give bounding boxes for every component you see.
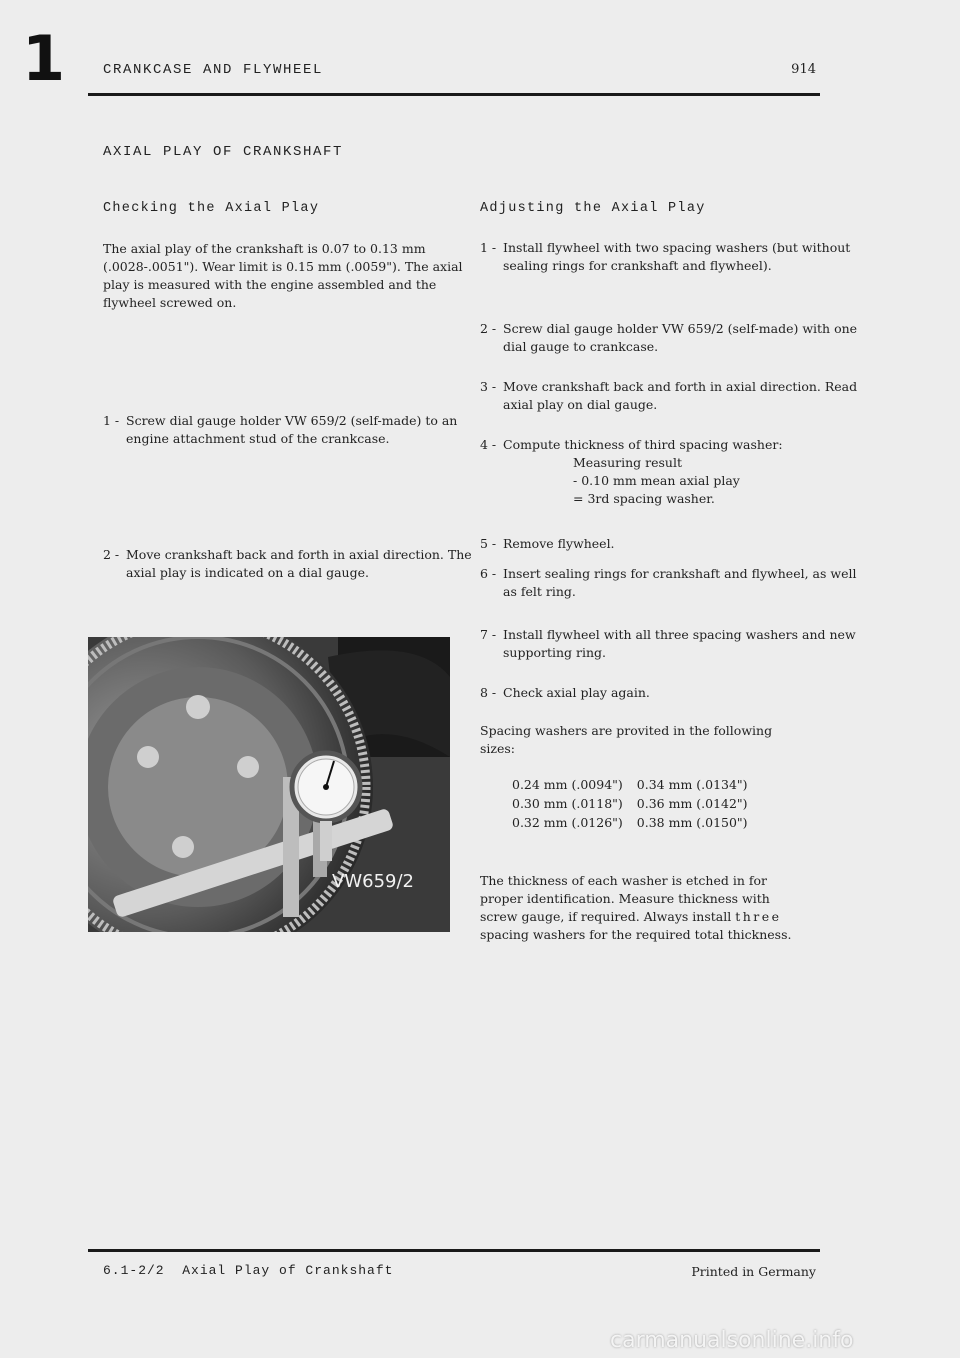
closing-paragraph: [480, 872, 810, 944]
table-row: [512, 813, 762, 832]
footer-rule: [88, 1249, 820, 1252]
adjusting-step-8: [480, 684, 863, 702]
step-text: Screw dial gauge holder VW 659/2 (self-made) with one dial gauge to crankcase.: [503, 321, 858, 354]
adjusting-step-7: [480, 626, 863, 662]
step-text: Insert sealing rings for crankshaft and flywheel, as well as felt ring.: [503, 566, 857, 599]
size-cell: 0.34 mm (.0134"): [636, 777, 748, 792]
chapter-title: CRANKCASE AND FLYWHEEL: [103, 62, 324, 78]
adjusting-step-3: [480, 378, 863, 414]
size-cell: 0.24 mm (.0094"): [512, 777, 623, 792]
size-cell: 0.32 mm (.0126"): [512, 815, 623, 830]
washer-computation: [503, 454, 863, 508]
adjusting-step-2: [480, 320, 863, 356]
washer-sizes-table: [512, 775, 832, 832]
step-number: 2 -: [480, 321, 497, 336]
step-text: Check axial play again.: [503, 685, 650, 700]
adjusting-heading: Adjusting the Axial Play: [480, 201, 706, 216]
step-number: 6 -: [480, 566, 497, 581]
step-number: 7 -: [480, 627, 497, 642]
closing-emphasis: three: [735, 909, 782, 924]
step-number: 2 -: [103, 547, 120, 562]
step-text: Move crankshaft back and forth in axial direction. The axial play is indicated on a dial gauge.: [126, 547, 472, 580]
computation-line: = 3rd spacing washer.: [573, 491, 715, 506]
step-number: 1 -: [480, 240, 497, 255]
size-cell: 0.36 mm (.0142"): [636, 796, 748, 811]
checking-step-2: [103, 546, 486, 582]
step-number: 4 -: [480, 437, 497, 452]
step-text: Install flywheel with two spacing washers (but without sealing rings for crankshaft and flywheel).: [503, 240, 851, 273]
adjusting-step-6: [480, 565, 863, 601]
step-text: Compute thickness of third spacing washer:: [503, 437, 783, 452]
footer-title: [103, 1263, 393, 1278]
dial-gauge-photo: [88, 637, 450, 932]
step-number: 3 -: [480, 379, 497, 394]
page-number: 914: [791, 62, 816, 77]
tool-label: VW659/2: [332, 871, 414, 892]
main-heading: AXIAL PLAY OF CRANKSHAFT: [103, 144, 344, 160]
footer-code: 6.1-2/2: [103, 1263, 165, 1278]
step-number: 1 -: [103, 413, 120, 428]
size-cell: 0.30 mm (.0118"): [512, 796, 623, 811]
step-text: Install flywheel with all three spacing washers and new supporting ring.: [503, 627, 856, 660]
adjusting-step-5: [480, 535, 863, 553]
section-number: 1: [22, 22, 66, 95]
header-rule: [88, 93, 820, 96]
adjusting-step-1: [480, 239, 863, 275]
step-text: Screw dial gauge holder VW 659/2 (self-made) to an engine attachment stud of the crankcase.: [126, 413, 458, 446]
step-number: 8 -: [480, 685, 497, 700]
checking-heading: Checking the Axial Play: [103, 201, 320, 216]
sizes-intro: Spacing washers are provited in the following sizes:: [480, 723, 773, 756]
step-text: Remove flywheel.: [503, 536, 615, 551]
step-number: 5 -: [480, 536, 497, 551]
step-text: Move crankshaft back and forth in axial direction. Read axial play on dial gauge.: [503, 379, 858, 412]
checking-intro: The axial play of the crankshaft is 0.07 to 0.13 mm (.0028-.0051"). Wear limit is 0.15 mm (.0059"). The axial play is measured with the engine assembled and the flywheel screwed on.: [103, 241, 463, 310]
closing-text: spacing washers for the required total thickness.: [480, 927, 792, 942]
adjusting-step-4: [480, 436, 863, 508]
footer-section-title: Axial Play of Crankshaft: [182, 1263, 394, 1278]
size-cell: 0.38 mm (.0150"): [636, 815, 748, 830]
table-row: [512, 794, 762, 813]
watermark: carmanualsonline.info: [610, 1328, 854, 1353]
computation-line: Measuring result: [573, 455, 682, 470]
computation-line: - 0.10 mm mean axial play: [573, 473, 740, 488]
printed-in: Printed in Germany: [691, 1264, 816, 1279]
closing-text: The thickness of each washer is etched in for proper identification. Measure thickness with screw gauge, if required. Always install: [480, 873, 770, 924]
checking-step-1: [103, 412, 486, 448]
table-row: [512, 775, 762, 794]
